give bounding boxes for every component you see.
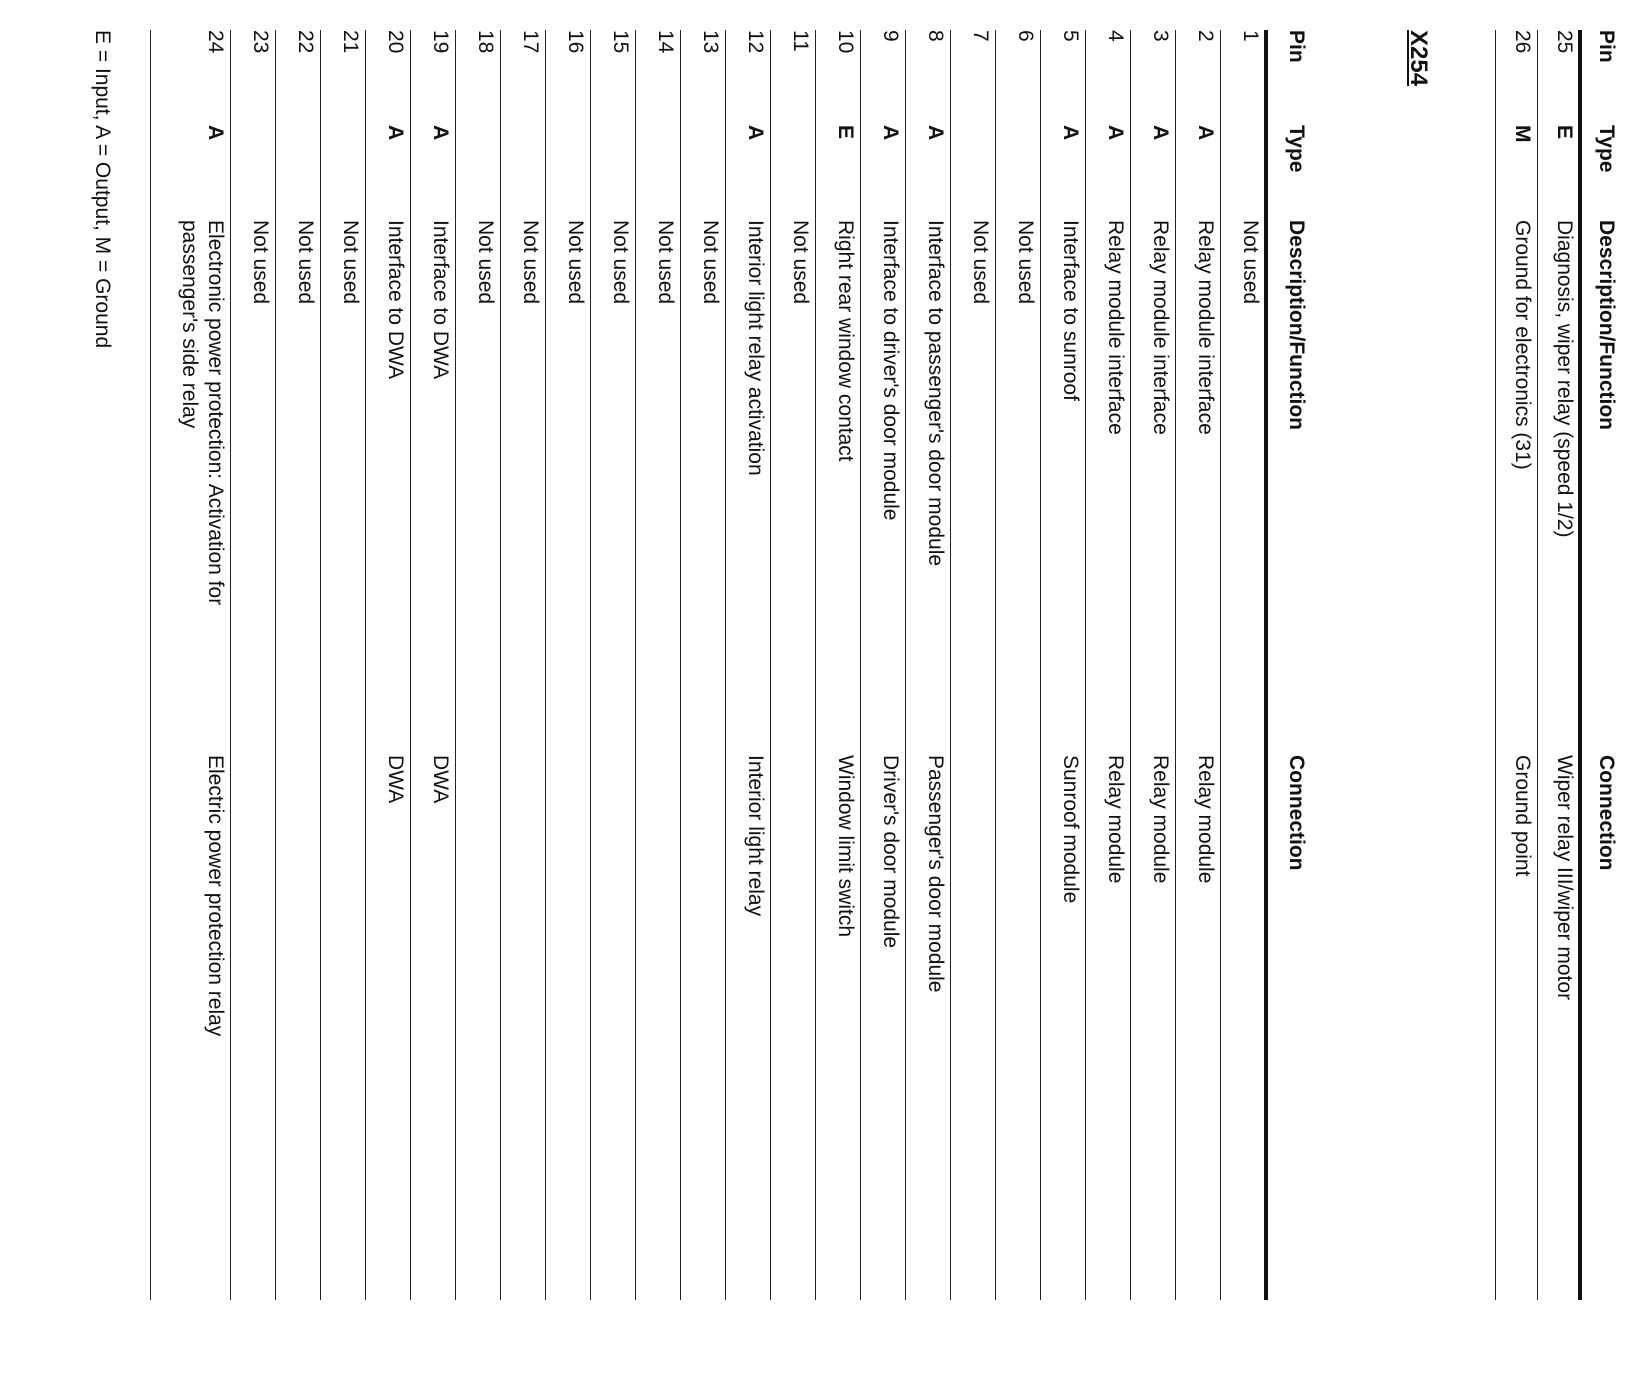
row-divider [1495, 30, 1496, 1300]
table-row [411, 30, 456, 1300]
connection-cell: Wiper relay III/wiper motor [1553, 755, 1576, 1001]
pin-cell: 23 [249, 30, 272, 54]
legend-footnote: E = Input, A = Output, M = Ground [91, 30, 114, 349]
table-row [996, 30, 1041, 1300]
description-cell: Not used [609, 220, 632, 305]
connection-cell: DWA [384, 755, 407, 804]
description-cell-line2: passenger's side relay [178, 220, 201, 429]
description-cell: Not used [519, 220, 542, 305]
description-cell: Not used [789, 220, 812, 305]
connection-cell: Relay module [1104, 755, 1127, 884]
pin-cell: 13 [699, 30, 722, 54]
description-cell: Interface to driver's door module [879, 220, 902, 521]
description-cell: Not used [969, 220, 992, 305]
connection-cell: Passenger's door module [924, 755, 947, 993]
type-cell: A [1149, 125, 1172, 141]
pin-cell: 10 [834, 30, 857, 54]
row-divider [150, 30, 151, 1300]
table-row [231, 30, 276, 1300]
connection-cell: Driver's door module [879, 755, 902, 949]
description-cell: Interface to passenger's door module [924, 220, 947, 567]
description-cell: Relay module interface [1149, 220, 1172, 435]
header-description: Description/Function [1285, 220, 1308, 430]
type-cell: A [744, 125, 767, 141]
type-cell: E [834, 125, 857, 140]
type-cell: A [1104, 125, 1127, 141]
pin-cell: 16 [564, 30, 587, 54]
table-row [456, 30, 501, 1300]
pin-cell: 21 [339, 30, 362, 54]
table-row [771, 30, 816, 1300]
connection-cell: DWA [429, 755, 452, 804]
table-row [861, 30, 906, 1300]
table-row [591, 30, 636, 1300]
description-cell: Interior light relay activation [744, 220, 767, 476]
description-cell: Not used [1239, 220, 1262, 305]
table-row [816, 30, 861, 1300]
description-cell: Not used [654, 220, 677, 305]
pin-cell: 6 [1014, 30, 1037, 42]
pin-cell: 15 [609, 30, 632, 54]
table-row [906, 30, 951, 1300]
pin-cell: 11 [789, 30, 812, 52]
table-row [681, 30, 726, 1300]
type-cell: A [204, 125, 227, 141]
description-cell: Interface to DWA [384, 220, 407, 380]
table-row [1221, 30, 1266, 1300]
type-cell: E [1553, 125, 1576, 140]
pin-cell: 12 [744, 30, 767, 54]
description-cell: Ground for electronics (31) [1511, 220, 1534, 470]
table1-header-row [1582, 30, 1622, 1300]
type-cell: A [1194, 125, 1217, 141]
pin-cell: 8 [924, 30, 947, 42]
pin-cell: 2 [1194, 30, 1217, 42]
type-cell: A [924, 125, 947, 141]
pin-cell: 14 [654, 30, 677, 54]
pin-cell: 25 [1553, 30, 1576, 54]
description-cell: Not used [339, 220, 362, 305]
description-cell: Not used [474, 220, 497, 305]
table-row [1176, 30, 1221, 1300]
table-row [1538, 30, 1580, 1300]
pin-cell: 3 [1149, 30, 1172, 42]
header-pin: Pin [1595, 30, 1618, 63]
connection-cell: Ground point [1511, 755, 1534, 877]
table-row [636, 30, 681, 1300]
description-cell: Interface to sunroof [1059, 220, 1082, 401]
table-row [501, 30, 546, 1300]
pin-cell: 4 [1104, 30, 1127, 42]
table-row [276, 30, 321, 1300]
header-type: Type [1595, 125, 1618, 173]
type-cell: A [879, 125, 902, 141]
pin-cell: 17 [519, 30, 542, 54]
table-row [151, 30, 231, 1300]
table-row [951, 30, 996, 1300]
table2-header-row [1268, 30, 1312, 1300]
header-connection: Connection [1595, 755, 1618, 871]
type-cell: A [384, 125, 407, 141]
type-cell: A [1059, 125, 1082, 141]
table-row [1041, 30, 1086, 1300]
table-row [366, 30, 411, 1300]
connection-cell: Sunroof module [1059, 755, 1082, 904]
connection-cell: Relay module [1194, 755, 1217, 884]
connection-cell: Electric power protection relay [204, 755, 227, 1037]
description-cell: Not used [699, 220, 722, 305]
header-type: Type [1285, 125, 1308, 173]
pin-cell: 18 [474, 30, 497, 54]
header-description: Description/Function [1595, 220, 1618, 430]
header-pin: Pin [1285, 30, 1308, 63]
pin-cell: 24 [204, 30, 227, 54]
pin-cell: 1 [1239, 30, 1262, 42]
pin-cell: 9 [879, 30, 902, 42]
description-cell: Not used [294, 220, 317, 305]
description-cell: Not used [249, 220, 272, 305]
description-cell: Diagnosis, wiper relay (speed 1/2) [1553, 220, 1576, 538]
description-cell: Relay module interface [1104, 220, 1127, 435]
header-connection: Connection [1285, 755, 1308, 871]
section-title: X254 [1405, 30, 1432, 87]
description-cell: Electronic power protection: Activation for [204, 220, 227, 606]
pin-cell: 22 [294, 30, 317, 54]
table-row [1496, 30, 1538, 1300]
description-cell: Not used [564, 220, 587, 305]
description-cell: Interface to DWA [429, 220, 452, 380]
connection-cell: Relay module [1149, 755, 1172, 884]
pin-cell: 20 [384, 30, 407, 54]
description-cell: Relay module interface [1194, 220, 1217, 435]
type-cell: M [1511, 125, 1534, 143]
pin-cell: 26 [1511, 30, 1534, 54]
table-row [546, 30, 591, 1300]
table-row [1086, 30, 1131, 1300]
type-cell: A [429, 125, 452, 141]
description-cell: Not used [1014, 220, 1037, 305]
description-cell: Right rear window contact [834, 220, 857, 462]
pin-cell: 5 [1059, 30, 1082, 42]
connection-cell: Window limit switch [834, 755, 857, 938]
table-row [1131, 30, 1176, 1300]
table-row [726, 30, 771, 1300]
pin-cell: 19 [429, 30, 452, 54]
connection-cell: Interior light relay [744, 755, 767, 917]
table-row [321, 30, 366, 1300]
pin-cell: 7 [969, 30, 992, 42]
